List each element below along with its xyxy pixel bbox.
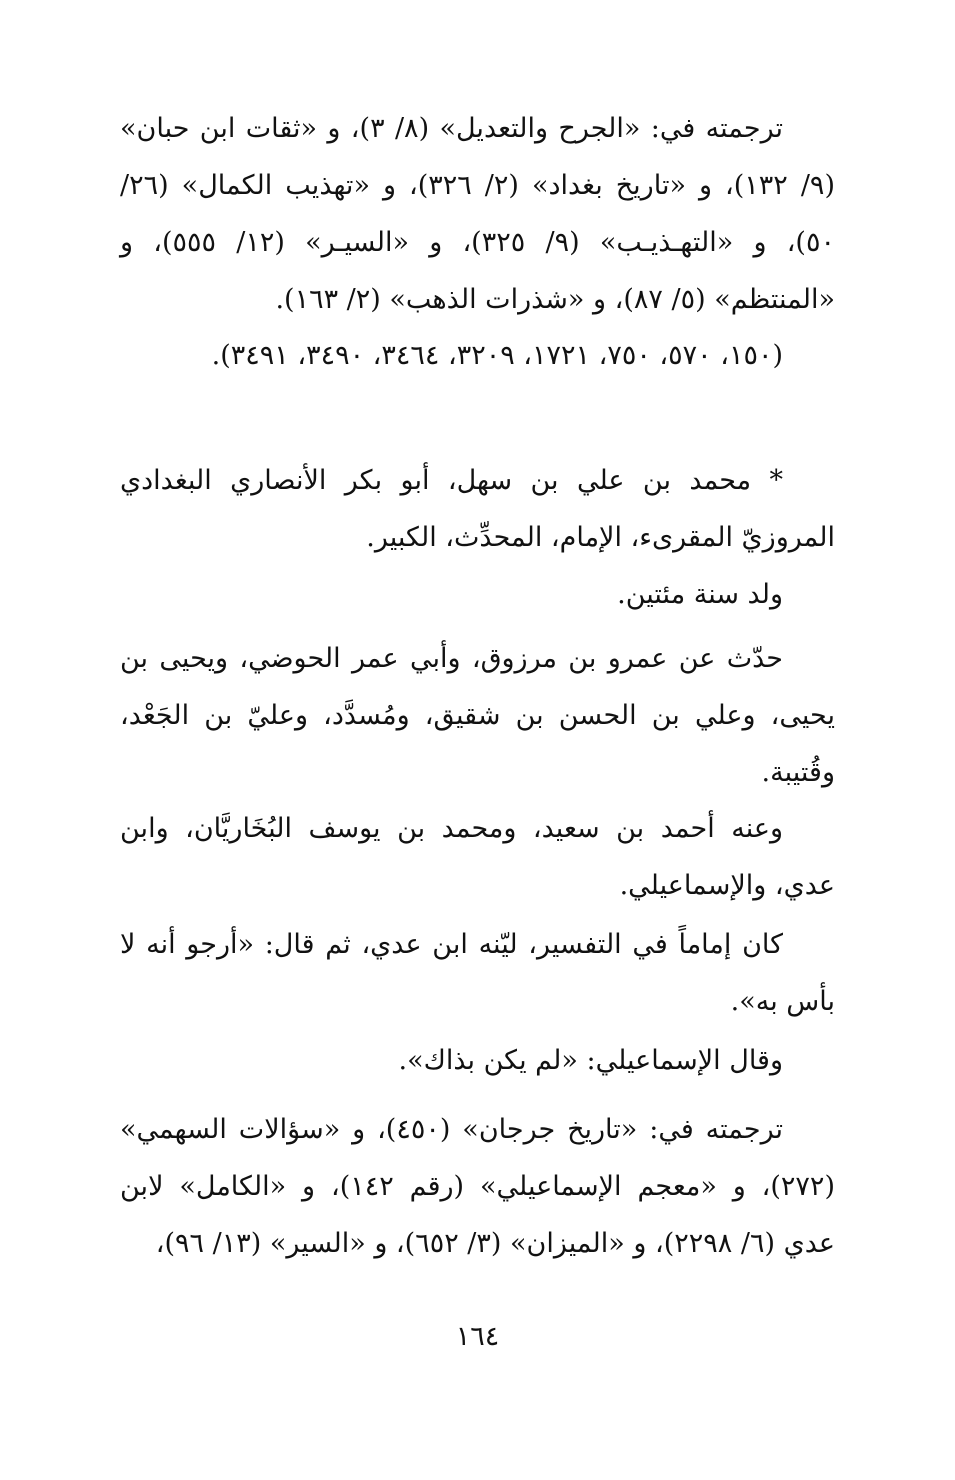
students-block — [120, 800, 835, 914]
references-paragraph: ترجمته في: «الجرح والتعديل» (٨/ ٣)، و «ثقات ابن حبان» (٩/ ١٣٢)، و «تاريخ بغداد» (٢/ ٣٢٦)، و «تهذيب الكمال» (٢٦/ ٥٠)، و «التهـذيـب» (٩/ ٣٢٥)، و «السيـر» (١٢/ ٥٥٥)، و «المنتظم» (٥/ ٨٧)، و «شذرات الذهب» (٢/ ١٦٣). — [120, 113, 835, 315]
assessment-paragraph: كان إماماً في التفسير، ليّنه ابن عدي، ثم قال: «أرجو أنه لا بأس به». — [120, 929, 835, 1017]
references-block-1 — [120, 100, 835, 328]
biography-heading-paragraph: * محمد بن علي بن سهل، أبو بكر الأنصاري البغدادي المروزيّ المقرىء، الإمام، المحدِّث، الكبير. — [120, 465, 835, 553]
entry-numbers-block — [120, 327, 835, 384]
narrated-from-block — [120, 630, 835, 801]
birth-block — [120, 566, 835, 623]
ismaili-quote-block — [120, 1032, 835, 1089]
assessment-block — [120, 916, 835, 1030]
narrated-from-paragraph: حدّث عن عمرو بن مرزوق، وأبي عمر الحوضي، ويحيى بن يحيى، وعلي بن الحسن بن شقيق، ومُسدَّد، وعليّ بن الجَعْد، وقُتيبة. — [120, 643, 835, 788]
page-number: ١٦٤ — [455, 1321, 500, 1352]
students-paragraph: وعنه أحمد بن سعيد، ومحمد بن يوسف البُخَاريَّان، وابن عدي، والإسماعيلي. — [120, 813, 835, 901]
references-block-2 — [120, 1101, 835, 1272]
entry-numbers-paragraph: (١٥٠، ٥٧٠، ٧٥٠، ١٧٢١، ٣٢٠٩، ٣٤٦٤، ٣٤٩٠، ٣٤٩١). — [211, 340, 783, 371]
references-paragraph-2: ترجمته في: «تاريخ جرجان» (٤٥٠)، و «سؤالات السهمي» (٢٧٢)، و «معجم الإسماعيلي» (رقم ١٤٢)، و «الكامل» لابن عدي (٦/ ٢٢٩٨)، و «الميزان» (٣/ ٦٥٢)، و «السير» (١٣/ ٩٦)، — [120, 1114, 835, 1259]
biography-heading-block — [120, 452, 835, 566]
birth-paragraph: ولد سنة مئتين. — [617, 579, 783, 610]
ismaili-quote-paragraph: وقال الإسماعيلي: «لم يكن بذاك». — [398, 1045, 783, 1076]
